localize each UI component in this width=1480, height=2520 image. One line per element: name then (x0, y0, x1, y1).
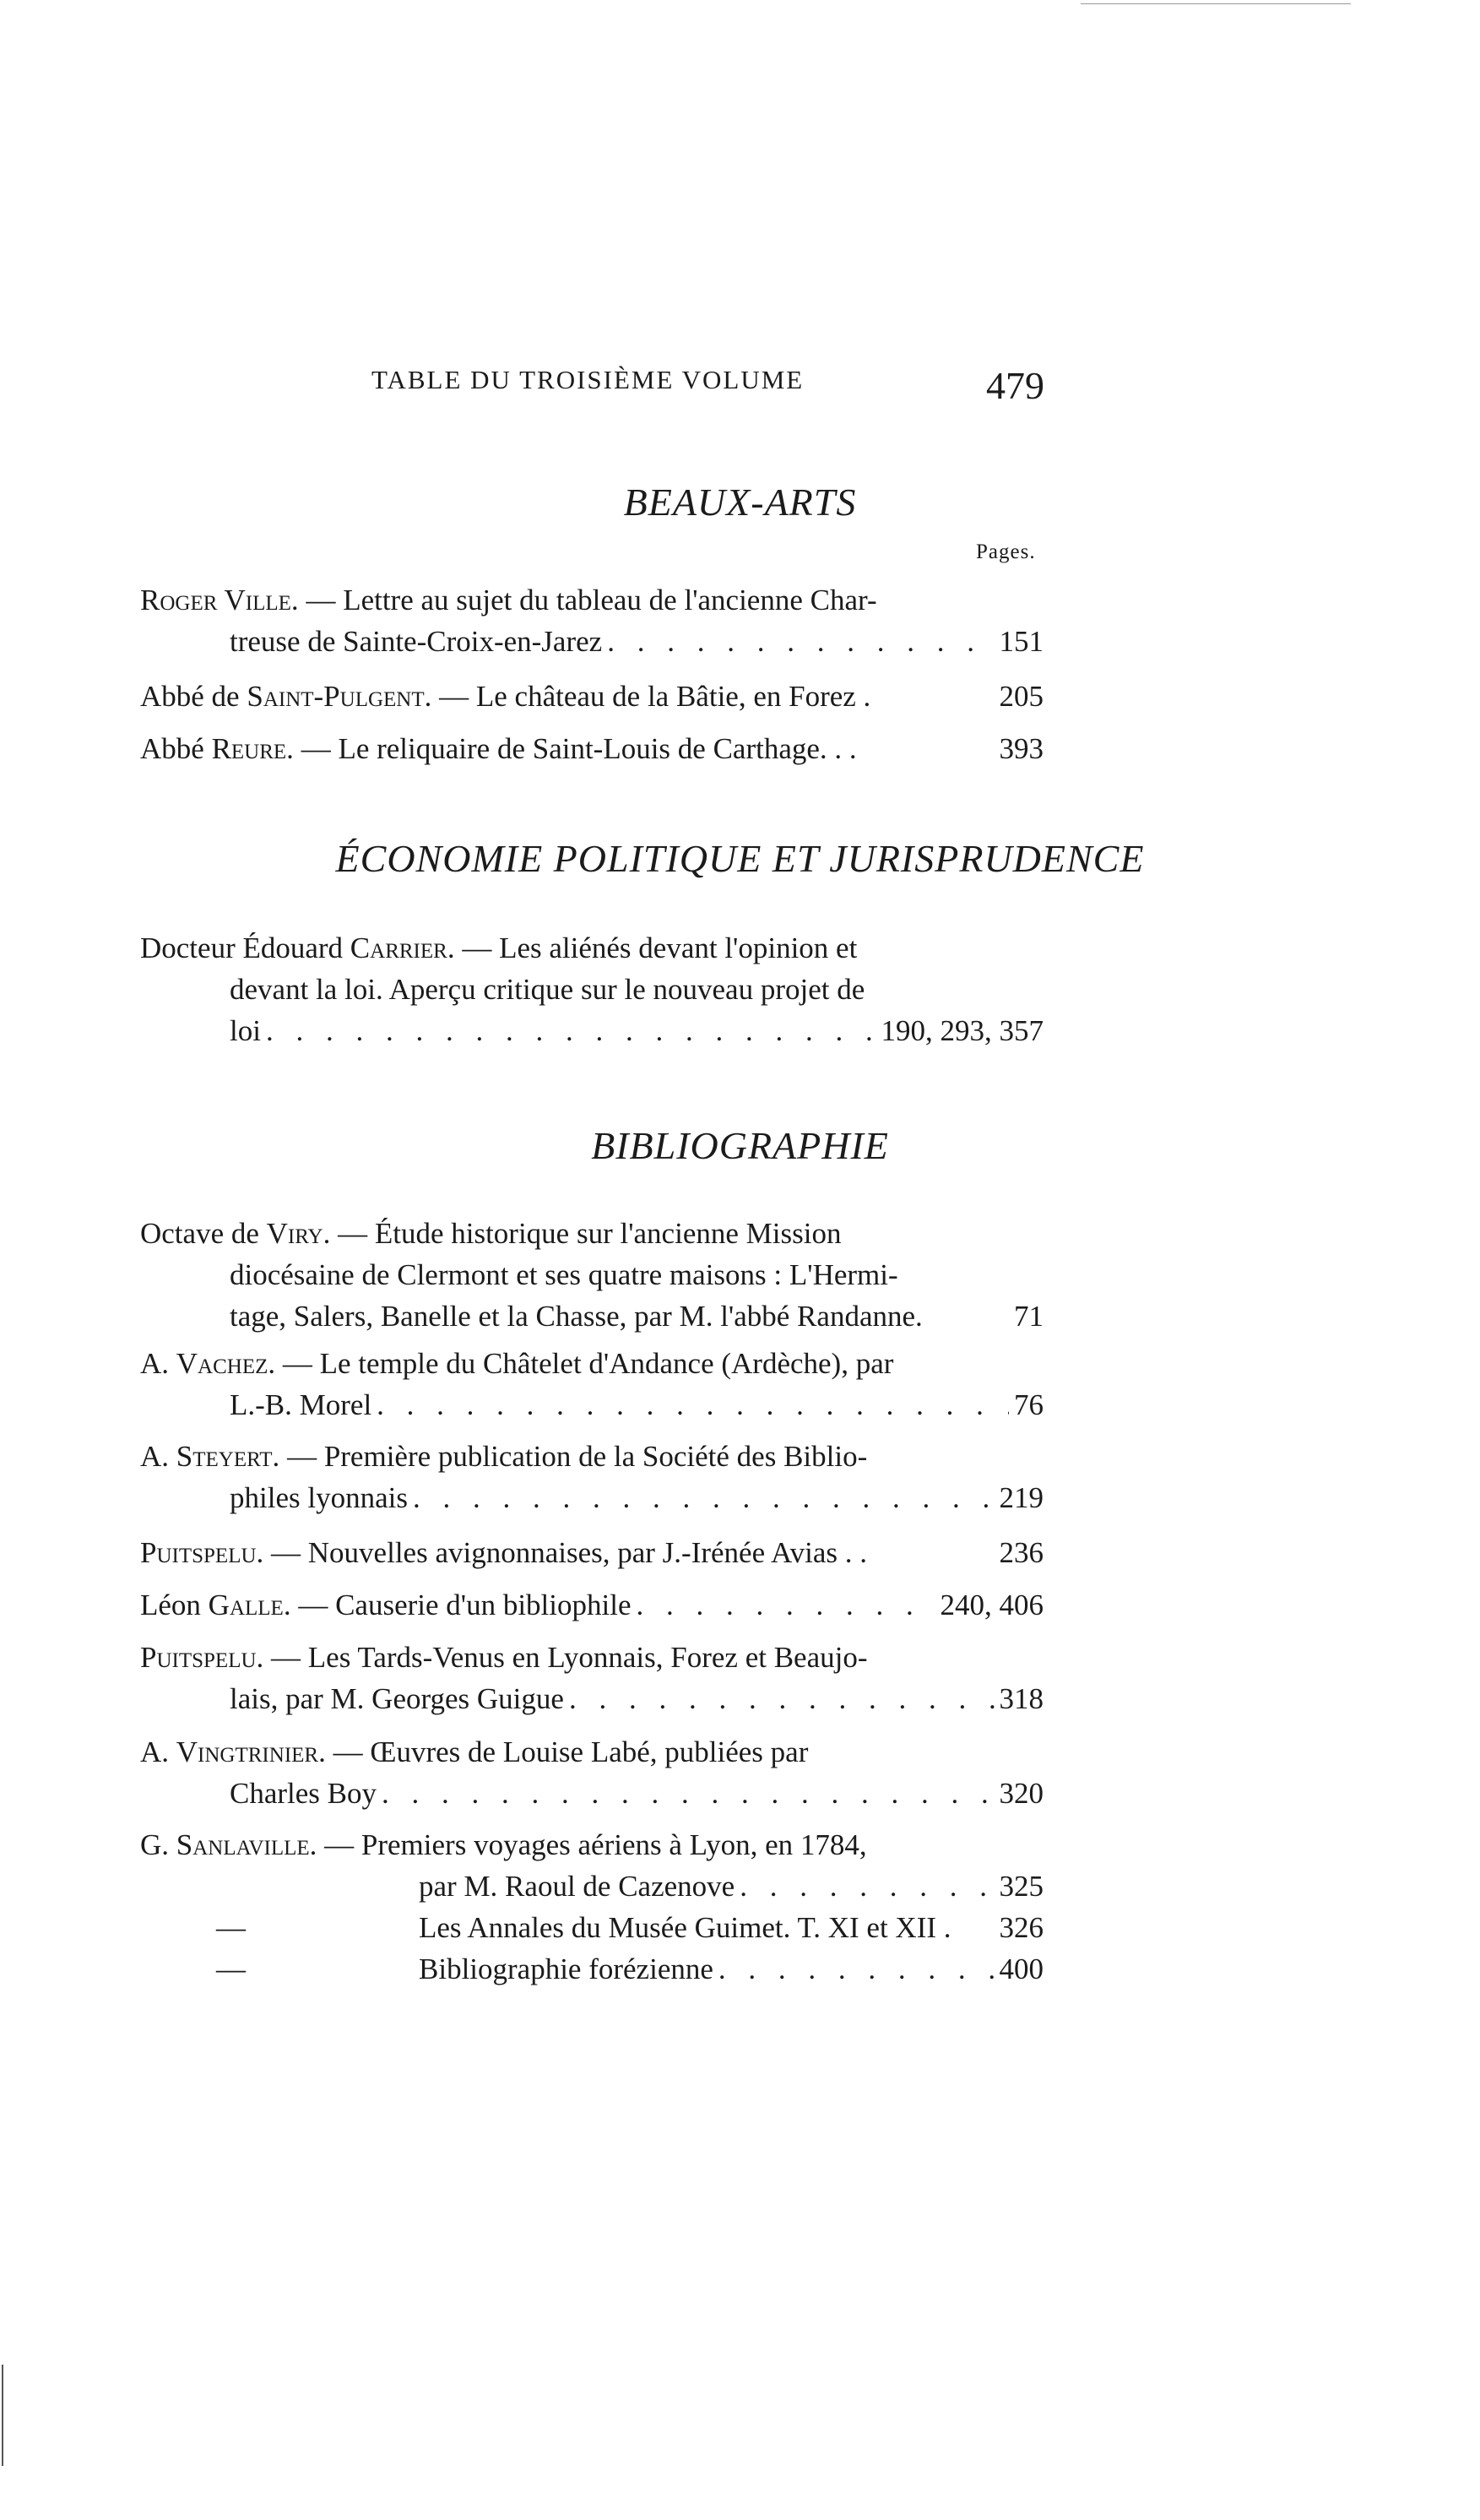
entry-author-prefix: A. (140, 1347, 176, 1380)
entry-author-prefix: Abbé (140, 732, 212, 765)
entry-title: Bibliographie forézienne (419, 1952, 713, 1985)
scan-artifact (1081, 3, 1351, 4)
toc-entry (140, 1637, 1044, 1719)
entry-author: Roger Ville. (140, 584, 299, 616)
leader-dots (718, 1948, 995, 1990)
entry-page: 76 (1014, 1388, 1044, 1421)
entry-page: 190, 293, 357 (881, 1014, 1044, 1047)
entry-title: — Le reliquaire de Saint-Louis de Carthage. . . (293, 732, 857, 765)
entry-author: Viry. (266, 1217, 331, 1250)
entry-title-continued: Charles Boy (230, 1777, 377, 1810)
entry-author: Steyert. (176, 1440, 280, 1473)
entry-page: 205 (999, 680, 1044, 713)
toc-entry (140, 579, 1044, 662)
entry-author: Carrier. (350, 931, 455, 964)
entry-title: — Les Tards-Venus en Lyonnais, Forez et Beaujo- (263, 1641, 868, 1674)
entry-author: Sanlaville. (176, 1828, 317, 1861)
entry-title: — Nouvelles avignonnaises, par J.-Irénée Avias . . (263, 1536, 867, 1569)
entry-title: — Première publication de la Société des Biblio- (279, 1440, 868, 1473)
leader-dots (637, 1584, 935, 1626)
toc-entry (140, 1213, 1044, 1337)
entry-author-prefix: Léon (140, 1589, 209, 1621)
toc-entry (140, 1343, 1044, 1426)
entry-author: Puitspelu. (140, 1641, 264, 1674)
entry-page: 320 (999, 1777, 1044, 1810)
entry-title: — Étude historique sur l'ancienne Mission (330, 1217, 842, 1250)
entry-author-prefix: G. (140, 1828, 176, 1861)
running-title: TABLE DU TROISIÈME VOLUME (371, 365, 805, 394)
leader-dots (740, 1866, 994, 1907)
entry-page: 393 (999, 732, 1044, 765)
entry-author: Saint-Pulgent. (247, 680, 432, 713)
leader-dots (382, 1773, 994, 1814)
entry-title: — Œuvres de Louise Labé, publiées par (325, 1735, 809, 1768)
entry-author-prefix: Abbé de (140, 680, 247, 713)
toc-entry (140, 1584, 1044, 1626)
ditto-dash: — (216, 1952, 246, 1985)
section-title-bibliographie: BIBLIOGRAPHIE (591, 1124, 889, 1167)
entry-title-continued: par M. Raoul de Cazenove (419, 1870, 735, 1903)
entry-title-continued: loi (230, 1014, 261, 1047)
entry-title: — Le château de la Bâtie, en Forez . (431, 680, 871, 713)
entry-page: 236 (999, 1536, 1044, 1569)
entry-page: 151 (999, 625, 1044, 658)
toc-entry (140, 1532, 1044, 1573)
toc-entry (140, 927, 1044, 1051)
entry-page: 325 (999, 1870, 1044, 1903)
entry-author-prefix: A. (140, 1440, 176, 1473)
entry-author: Vingtrinier. (176, 1735, 326, 1768)
toc-entry (140, 1824, 1044, 1990)
page-number: 479 (986, 364, 1044, 407)
entry-title-continued: tage, Salers, Banelle et la Chasse, par M. l'abbé Randanne. (230, 1300, 923, 1333)
entry-author-prefix: Octave de (140, 1217, 267, 1250)
entry-title-continued: treuse de Sainte-Croix-en-Jarez (230, 625, 603, 658)
entry-author-prefix: A. (140, 1735, 176, 1768)
leader-dots (413, 1477, 995, 1518)
leader-dots (266, 1010, 876, 1051)
leader-dots (607, 621, 994, 662)
entry-title-continued: devant la loi. Aperçu critique sur le nouveau projet de (230, 973, 865, 1006)
leader-dots (569, 1678, 995, 1719)
entry-title: — Lettre au sujet du tableau de l'ancienne Char- (298, 584, 877, 616)
toc-entry (140, 676, 1044, 717)
entry-author-prefix: Docteur Édouard (140, 931, 350, 964)
entry-title: — Les aliénés devant l'opinion et (454, 931, 858, 964)
entry-author: Vachez. (176, 1347, 276, 1380)
entry-author: Galle. (208, 1589, 291, 1621)
entry-page: 240, 406 (940, 1589, 1044, 1621)
entry-title: — Le temple du Châtelet d'Andance (Ardèche), par (275, 1347, 894, 1380)
entry-page: 219 (999, 1481, 1044, 1514)
entry-page: 400 (999, 1952, 1044, 1985)
entry-author: Reure. (211, 732, 294, 765)
entry-title: Les Annales du Musée Guimet. T. XI et XII . (419, 1911, 951, 1944)
entry-title-continued: diocésaine de Clermont et ses quatre maisons : L'Hermi- (230, 1258, 898, 1291)
entry-title-continued: lais, par M. Georges Guigue (230, 1682, 564, 1715)
section-title-economie: ÉCONOMIE POLITIQUE ET JURISPRUDENCE (335, 837, 1145, 880)
scan-artifact (2, 2365, 3, 2466)
entry-title: — Premiers voyages aériens à Lyon, en 1784, (317, 1828, 867, 1861)
toc-entry (140, 1731, 1044, 1814)
entry-page: 326 (999, 1911, 1044, 1944)
entry-page: 318 (999, 1682, 1044, 1715)
section-title-beaux-arts: BEAUX-ARTS (623, 481, 857, 524)
entry-author: Puitspelu. (140, 1536, 264, 1569)
entry-title-continued: philes lyonnais (230, 1481, 408, 1514)
entry-title-continued: L.-B. Morel (230, 1388, 372, 1421)
ditto-dash: — (216, 1911, 246, 1944)
toc-entry (140, 728, 1044, 769)
entry-title: — Causerie d'un bibliophile (290, 1589, 632, 1621)
leader-dots (377, 1384, 1009, 1426)
entry-page: 71 (1014, 1300, 1044, 1333)
toc-entry (140, 1436, 1044, 1518)
pages-column-label: Pages. (976, 540, 1036, 563)
